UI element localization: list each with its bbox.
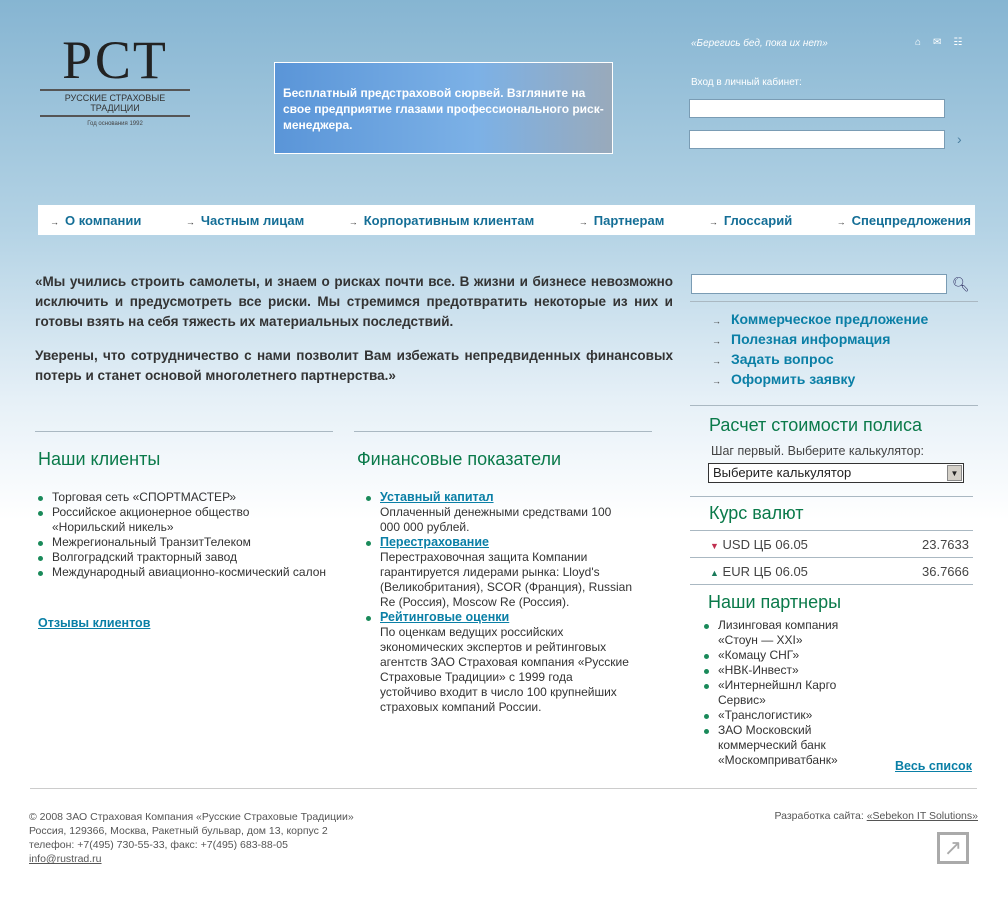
email-link[interactable]: info@rustrad.ru — [29, 853, 102, 865]
developer-link[interactable]: «Sebekon IT Solutions» — [866, 810, 978, 822]
calc-title: Расчет стоимости полиса — [709, 415, 922, 435]
nav-offers[interactable]: → Спецпредложения — [836, 212, 971, 228]
sitemap-icon[interactable]: ☷ — [953, 37, 975, 48]
calc-step: Шаг первый. Выберите калькулятор: — [711, 444, 925, 458]
arrow-up-icon: ▲ — [710, 567, 719, 578]
developer-credit: Разработка сайта: «Sebekon IT Solutions» — [774, 810, 978, 822]
intro-quote: «Мы учились строить самолеты, и знаем о рисках почти все. В жизни и бизнесе невозможно исключить и предусмотреть все риски. Мы стремимся предотвратить некоторые из них и готовы взять на себя тяжесть их материальных последствий. Уверены, что сотрудничество с нами позволит Вам избежать непредвиденных финансовых потерь и станет основой многолетнего партнерства.» — [35, 274, 673, 383]
link-useful-info[interactable]: → Полезная информация — [712, 331, 891, 347]
list-item: Торговая сеть «СПОРТМАСТЕР» — [36, 490, 326, 505]
list-item: Межрегиональный ТранзитТелеком — [36, 535, 326, 550]
mail-icon[interactable]: ✉ — [933, 37, 954, 48]
main-nav — [38, 205, 975, 235]
developer-logo-icon[interactable]: ↗ — [937, 832, 969, 864]
chevron-down-icon: ▼ — [947, 465, 962, 481]
list-item: ЗАО Московский коммерческий банк «Москомприватбанк» — [702, 723, 862, 768]
list-item: Волгоградский тракторный завод — [36, 550, 326, 565]
slogan: «Берегись бед, пока их нет» — [691, 38, 828, 49]
top-icons — [915, 37, 974, 48]
login-submit-icon[interactable]: › — [957, 131, 962, 147]
finance-list — [364, 490, 632, 715]
partners-list — [702, 618, 862, 768]
list-item: Рейтинговые оценки По оценкам ведущих российских экономических экспертов и рейтинговых агентств ЗАО Страховая компания «Русские Страховые Традиции» с 1999 года устойчиво входит в число 100 крупнейших страховых компаний России. — [364, 610, 632, 715]
nav-about[interactable]: → О компании — [50, 212, 142, 228]
list-item: Перестрахование Перестраховочная защита Компании гарантируется лидерами рынка: Lloyd's (Великобритания), SCOR (Франция), Russian Re (Россия), Moscow Re (Россия). — [364, 535, 632, 610]
arrow-down-icon: ▼ — [710, 540, 719, 551]
calculator-select[interactable]: Выберите калькулятор ▼ — [708, 463, 964, 483]
client-reviews-link[interactable]: Отзывы клиентов — [38, 616, 151, 630]
search-icon[interactable]: 🔍︎ — [952, 276, 970, 292]
list-item: Международный авиационно-космический салон — [36, 565, 326, 580]
login-label: Вход в личный кабинет: — [691, 77, 802, 88]
link-ask-question[interactable]: → Задать вопрос — [712, 351, 834, 367]
nav-glossary[interactable]: → Глоссарий — [708, 212, 793, 228]
list-item: «НВК-Инвест» — [702, 663, 862, 678]
list-item: Уставный капитал Оплаченный денежными средствами 100 000 000 рублей. — [364, 490, 632, 535]
finance-title: Финансовые показатели — [357, 449, 562, 469]
search-input[interactable] — [691, 274, 947, 294]
home-icon[interactable]: ⌂ — [915, 37, 934, 48]
partners-title: Наши партнеры — [708, 592, 842, 612]
currency-row-eur: ▲ EUR ЦБ 06.05 36.7666 — [690, 557, 973, 585]
login-input[interactable] — [689, 99, 945, 118]
list-item: «Интернейшнл Карго Сервис» — [702, 678, 862, 708]
currency-row-usd: ▼ USD ЦБ 06.05 23.7633 — [690, 530, 973, 557]
side-links — [712, 310, 928, 390]
list-item: Лизинговая компания «Стоун — XXI» — [702, 618, 862, 648]
list-item: «Комацу СНГ» — [702, 648, 862, 663]
logo[interactable]: РСТ РУССКИЕ СТРАХОВЫЕ ТРАДИЦИИ Год основания 1992 — [40, 33, 190, 127]
clients-list — [36, 490, 326, 580]
all-partners-link[interactable]: Весь список — [895, 759, 972, 773]
nav-corporate[interactable]: → Корпоративным клиентам — [348, 212, 535, 228]
nav-individuals[interactable]: → Частным лицам — [185, 212, 305, 228]
link-apply[interactable]: → Оформить заявку — [712, 371, 856, 387]
clients-title: Наши клиенты — [38, 449, 161, 469]
nav-partners[interactable]: → Партнерам — [578, 212, 665, 228]
list-item: «Транслогистик» — [702, 708, 862, 723]
password-input[interactable] — [689, 130, 945, 149]
link-commercial-offer[interactable]: → Коммерческое предложение — [712, 311, 929, 327]
currency-title: Курс валют — [709, 503, 804, 523]
footer-info: © 2008 ЗАО Страховая Компания «Русские Страховые Традиции» Россия, 129366, Москва, Ракетный бульвар, дом 13, корпус 2 телефон: +7(495) 730-55-33, факс: +7(495) 683-88-05 info@rustrad.ru — [29, 811, 354, 865]
promo-banner[interactable]: Бесплатный предстраховой сюрвей. Взгляните на свое предприятие глазами профессионального риск-менеджера. — [274, 62, 613, 154]
list-item: Российское акционерное общество «Норильский никель» — [36, 505, 326, 535]
